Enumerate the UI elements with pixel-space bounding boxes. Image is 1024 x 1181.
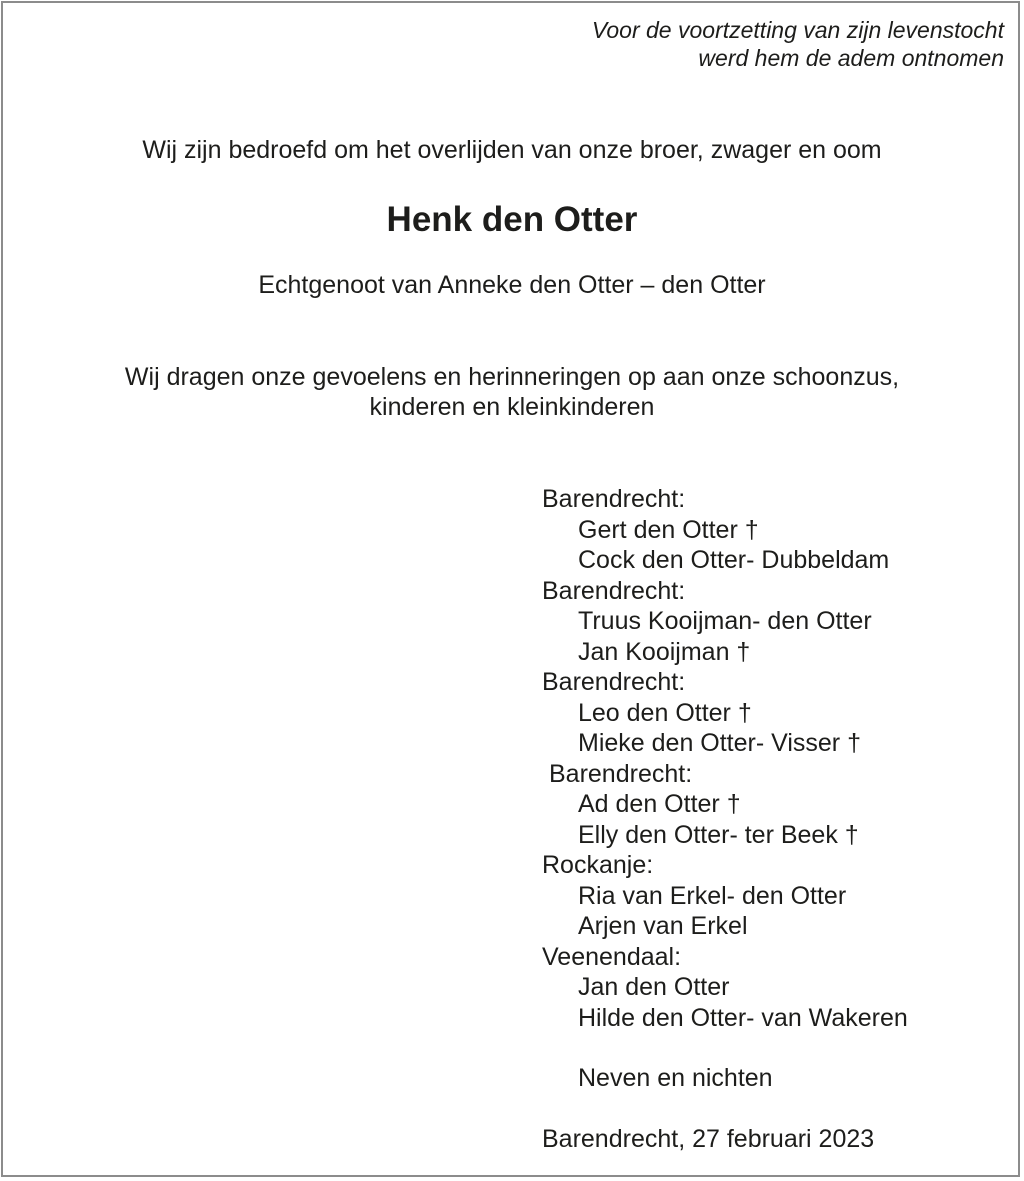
family-member: Ad den Otter † bbox=[578, 790, 741, 818]
family-place: Rockanje: bbox=[542, 851, 654, 879]
family-place: Barendrecht: bbox=[542, 485, 686, 513]
motto-line-2: werd hem de adem ontnomen bbox=[698, 45, 1004, 71]
family-place: Barendrecht: bbox=[542, 576, 686, 605]
family-member: Truus Kooijman- den Otter bbox=[578, 607, 872, 635]
intro-text: Wij zijn bedroefd om het overlijden van onze broer, zwager en oom bbox=[142, 136, 882, 164]
family-member: Ria van Erkel- den Otter bbox=[578, 881, 847, 910]
motto bbox=[592, 16, 1004, 72]
family-member: Jan den Otter bbox=[578, 973, 730, 1001]
family-place: Barendrecht: bbox=[549, 759, 693, 788]
family-member: Elly den Otter- ter Beek † bbox=[578, 820, 859, 849]
dedication-line-2: kinderen en kleinkinderen bbox=[369, 393, 655, 421]
relatives-line: Neven en nichten bbox=[578, 1064, 773, 1092]
deceased-name: Henk den Otter bbox=[386, 200, 638, 239]
family-member: Cock den Otter- Dubbeldam bbox=[578, 546, 890, 574]
family-member: Hilde den Otter- van Wakeren bbox=[578, 1003, 908, 1032]
family-place: Barendrecht: bbox=[542, 668, 686, 696]
family-member: Leo den Otter † bbox=[578, 698, 752, 727]
family-member: Arjen van Erkel bbox=[578, 912, 748, 940]
family-place: Veenendaal: bbox=[542, 942, 682, 971]
family-member: Jan Kooijman † bbox=[578, 637, 751, 666]
spouse-line: Echtgenoot van Anneke den Otter – den Otter bbox=[258, 271, 766, 299]
motto-line-1: Voor de voortzetting van zijn levenstocht bbox=[591, 17, 1004, 43]
dedication-line-1: Wij dragen onze gevoelens en herinneringen op aan onze schoonzus, bbox=[124, 363, 900, 391]
family-member: Gert den Otter † bbox=[578, 515, 759, 544]
place-date: Barendrecht, 27 februari 2023 bbox=[542, 1125, 875, 1153]
family-list bbox=[542, 484, 908, 1033]
dedication bbox=[0, 362, 1024, 422]
family-member: Mieke den Otter- Visser † bbox=[578, 729, 861, 757]
